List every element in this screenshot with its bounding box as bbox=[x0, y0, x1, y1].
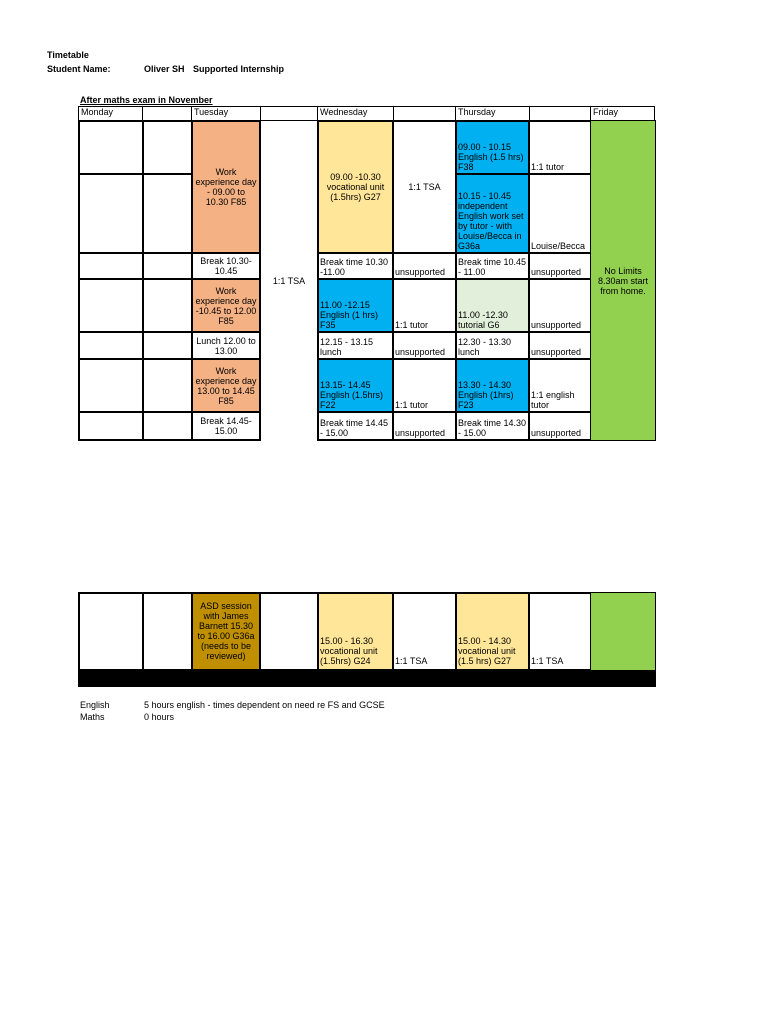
thursday-independent-support: Louise/Becca bbox=[528, 173, 592, 254]
header-wednesday-support bbox=[393, 106, 456, 121]
header-monday: Monday bbox=[78, 106, 143, 121]
monday-slot bbox=[78, 120, 144, 175]
monday-support-slot bbox=[142, 278, 193, 333]
thursday-english-2: 13.30 - 14.30 English (1hrs) F23 bbox=[455, 358, 530, 413]
page-title: Timetable bbox=[47, 50, 89, 60]
thursday-tutorial: 11.00 -12.30 tutorial G6 bbox=[455, 278, 530, 333]
monday-support-slot bbox=[142, 358, 193, 413]
wednesday-english-2-support: 1:1 tutor bbox=[392, 358, 457, 413]
english-label: English bbox=[80, 700, 110, 710]
thursday-break-1-support: unsupported bbox=[528, 252, 592, 280]
monday-slot bbox=[78, 358, 144, 413]
tuesday-support: 1:1 TSA bbox=[272, 275, 306, 286]
tuesday-work-experience-1: Work experience day - 09.00 to 10.30 F85 bbox=[191, 120, 261, 254]
wednesday-break-1-support: unsupported bbox=[392, 252, 457, 280]
header-thursday-support bbox=[529, 106, 591, 121]
friday-afternoon bbox=[590, 592, 656, 671]
monday-slot bbox=[78, 331, 144, 360]
thursday-vocational-support: 1:1 TSA bbox=[528, 592, 592, 671]
student-name-label: Student Name: bbox=[47, 64, 111, 74]
monday-support-slot bbox=[142, 252, 193, 280]
wednesday-lunch: 12.15 - 13.15 lunch bbox=[317, 331, 394, 360]
header-tuesday-support bbox=[260, 106, 318, 121]
tuesday-lunch: Lunch 12.00 to 13.00 bbox=[191, 331, 261, 360]
monday-support-slot bbox=[142, 411, 193, 441]
monday-afternoon-support-slot bbox=[142, 592, 193, 671]
wednesday-break-1: Break time 10.30 -11.00 bbox=[317, 252, 394, 280]
wednesday-vocational-unit: 09.00 -10.30 vocational unit (1.5hrs) G27 bbox=[317, 120, 394, 254]
friday-no-limits: No Limits 8.30am start from home. bbox=[590, 120, 656, 441]
header-monday-support bbox=[142, 106, 192, 121]
maths-hours: 0 hours bbox=[144, 712, 175, 722]
tuesday-break-2: Break 14.45- 15.00 bbox=[191, 411, 261, 441]
tuesday-asd-session: ASD session with James Barnett 15.30 to 16.00 G36a (needs to be reviewed) bbox=[191, 592, 261, 671]
monday-slot bbox=[78, 411, 144, 441]
header-friday: Friday bbox=[590, 106, 655, 121]
wednesday-english-1-support: 1:1 tutor bbox=[392, 278, 457, 333]
student-name: Oliver SH bbox=[144, 64, 185, 74]
wednesday-english-2: 13.15- 14.45 English (1.5hrs) F22 bbox=[317, 358, 394, 413]
tuesday-work-experience-3: Work experience day 13.00 to 14.45 F85 bbox=[191, 358, 261, 413]
header-wednesday: Wednesday bbox=[317, 106, 394, 121]
tuesday-work-experience-2: Work experience day -10.45 to 12.00 F85 bbox=[191, 278, 261, 333]
wednesday-vocational-unit-2: 15.00 - 16.30 vocational unit (1.5hrs) G24 bbox=[317, 592, 394, 671]
thursday-lunch: 12.30 - 13.30 lunch bbox=[455, 331, 530, 360]
thursday-vocational-unit: 15.00 - 14.30 vocational unit (1.5 hrs) G27 bbox=[455, 592, 530, 671]
monday-support-slot bbox=[142, 120, 193, 175]
thursday-break-2-support: unsupported bbox=[528, 411, 592, 441]
thursday-independent-work: 10.15 - 10.45 independent English work set by tutor - with Louise/Becca in G36a bbox=[455, 173, 530, 254]
thursday-english-2-support: 1:1 english tutor bbox=[528, 358, 592, 413]
wednesday-break-2-support: unsupported bbox=[392, 411, 457, 441]
programme-name: Supported Internship bbox=[193, 64, 284, 74]
monday-slot bbox=[78, 252, 144, 280]
monday-afternoon-slot bbox=[78, 592, 144, 671]
monday-support-slot bbox=[142, 331, 193, 360]
monday-slot bbox=[78, 173, 144, 254]
wednesday-break-2: Break time 14.45 - 15.00 bbox=[317, 411, 394, 441]
thursday-tutorial-support: unsupported bbox=[528, 278, 592, 333]
monday-support-slot bbox=[142, 173, 193, 254]
monday-slot bbox=[78, 278, 144, 333]
thursday-break-2: Break time 14.30 - 15.00 bbox=[455, 411, 530, 441]
thursday-break-1: Break time 10.45 - 11.00 bbox=[455, 252, 530, 280]
english-hours: 5 hours english - times dependent on need re FS and GCSE bbox=[144, 700, 385, 710]
thursday-lunch-support: unsupported bbox=[528, 331, 592, 360]
header-thursday: Thursday bbox=[455, 106, 530, 121]
thursday-english-1-support: 1:1 tutor bbox=[528, 120, 592, 175]
wednesday-english-1: 11.00 -12.15 English (1 hrs) F35 bbox=[317, 278, 394, 333]
schedule-note: After maths exam in November bbox=[80, 95, 213, 105]
wednesday-vocational-2-support: 1:1 TSA bbox=[392, 592, 457, 671]
wednesday-vocational-support: 1:1 TSA bbox=[392, 120, 457, 254]
tuesday-break-1: Break 10.30- 10.45 bbox=[191, 252, 261, 280]
thursday-english-1: 09.00 - 10.15 English (1.5 hrs) F38 bbox=[455, 120, 530, 175]
divider-bar bbox=[78, 670, 656, 687]
maths-label: Maths bbox=[80, 712, 105, 722]
header-tuesday: Tuesday bbox=[191, 106, 261, 121]
tuesday-afternoon-support-slot bbox=[259, 592, 319, 671]
wednesday-lunch-support: unsupported bbox=[392, 331, 457, 360]
